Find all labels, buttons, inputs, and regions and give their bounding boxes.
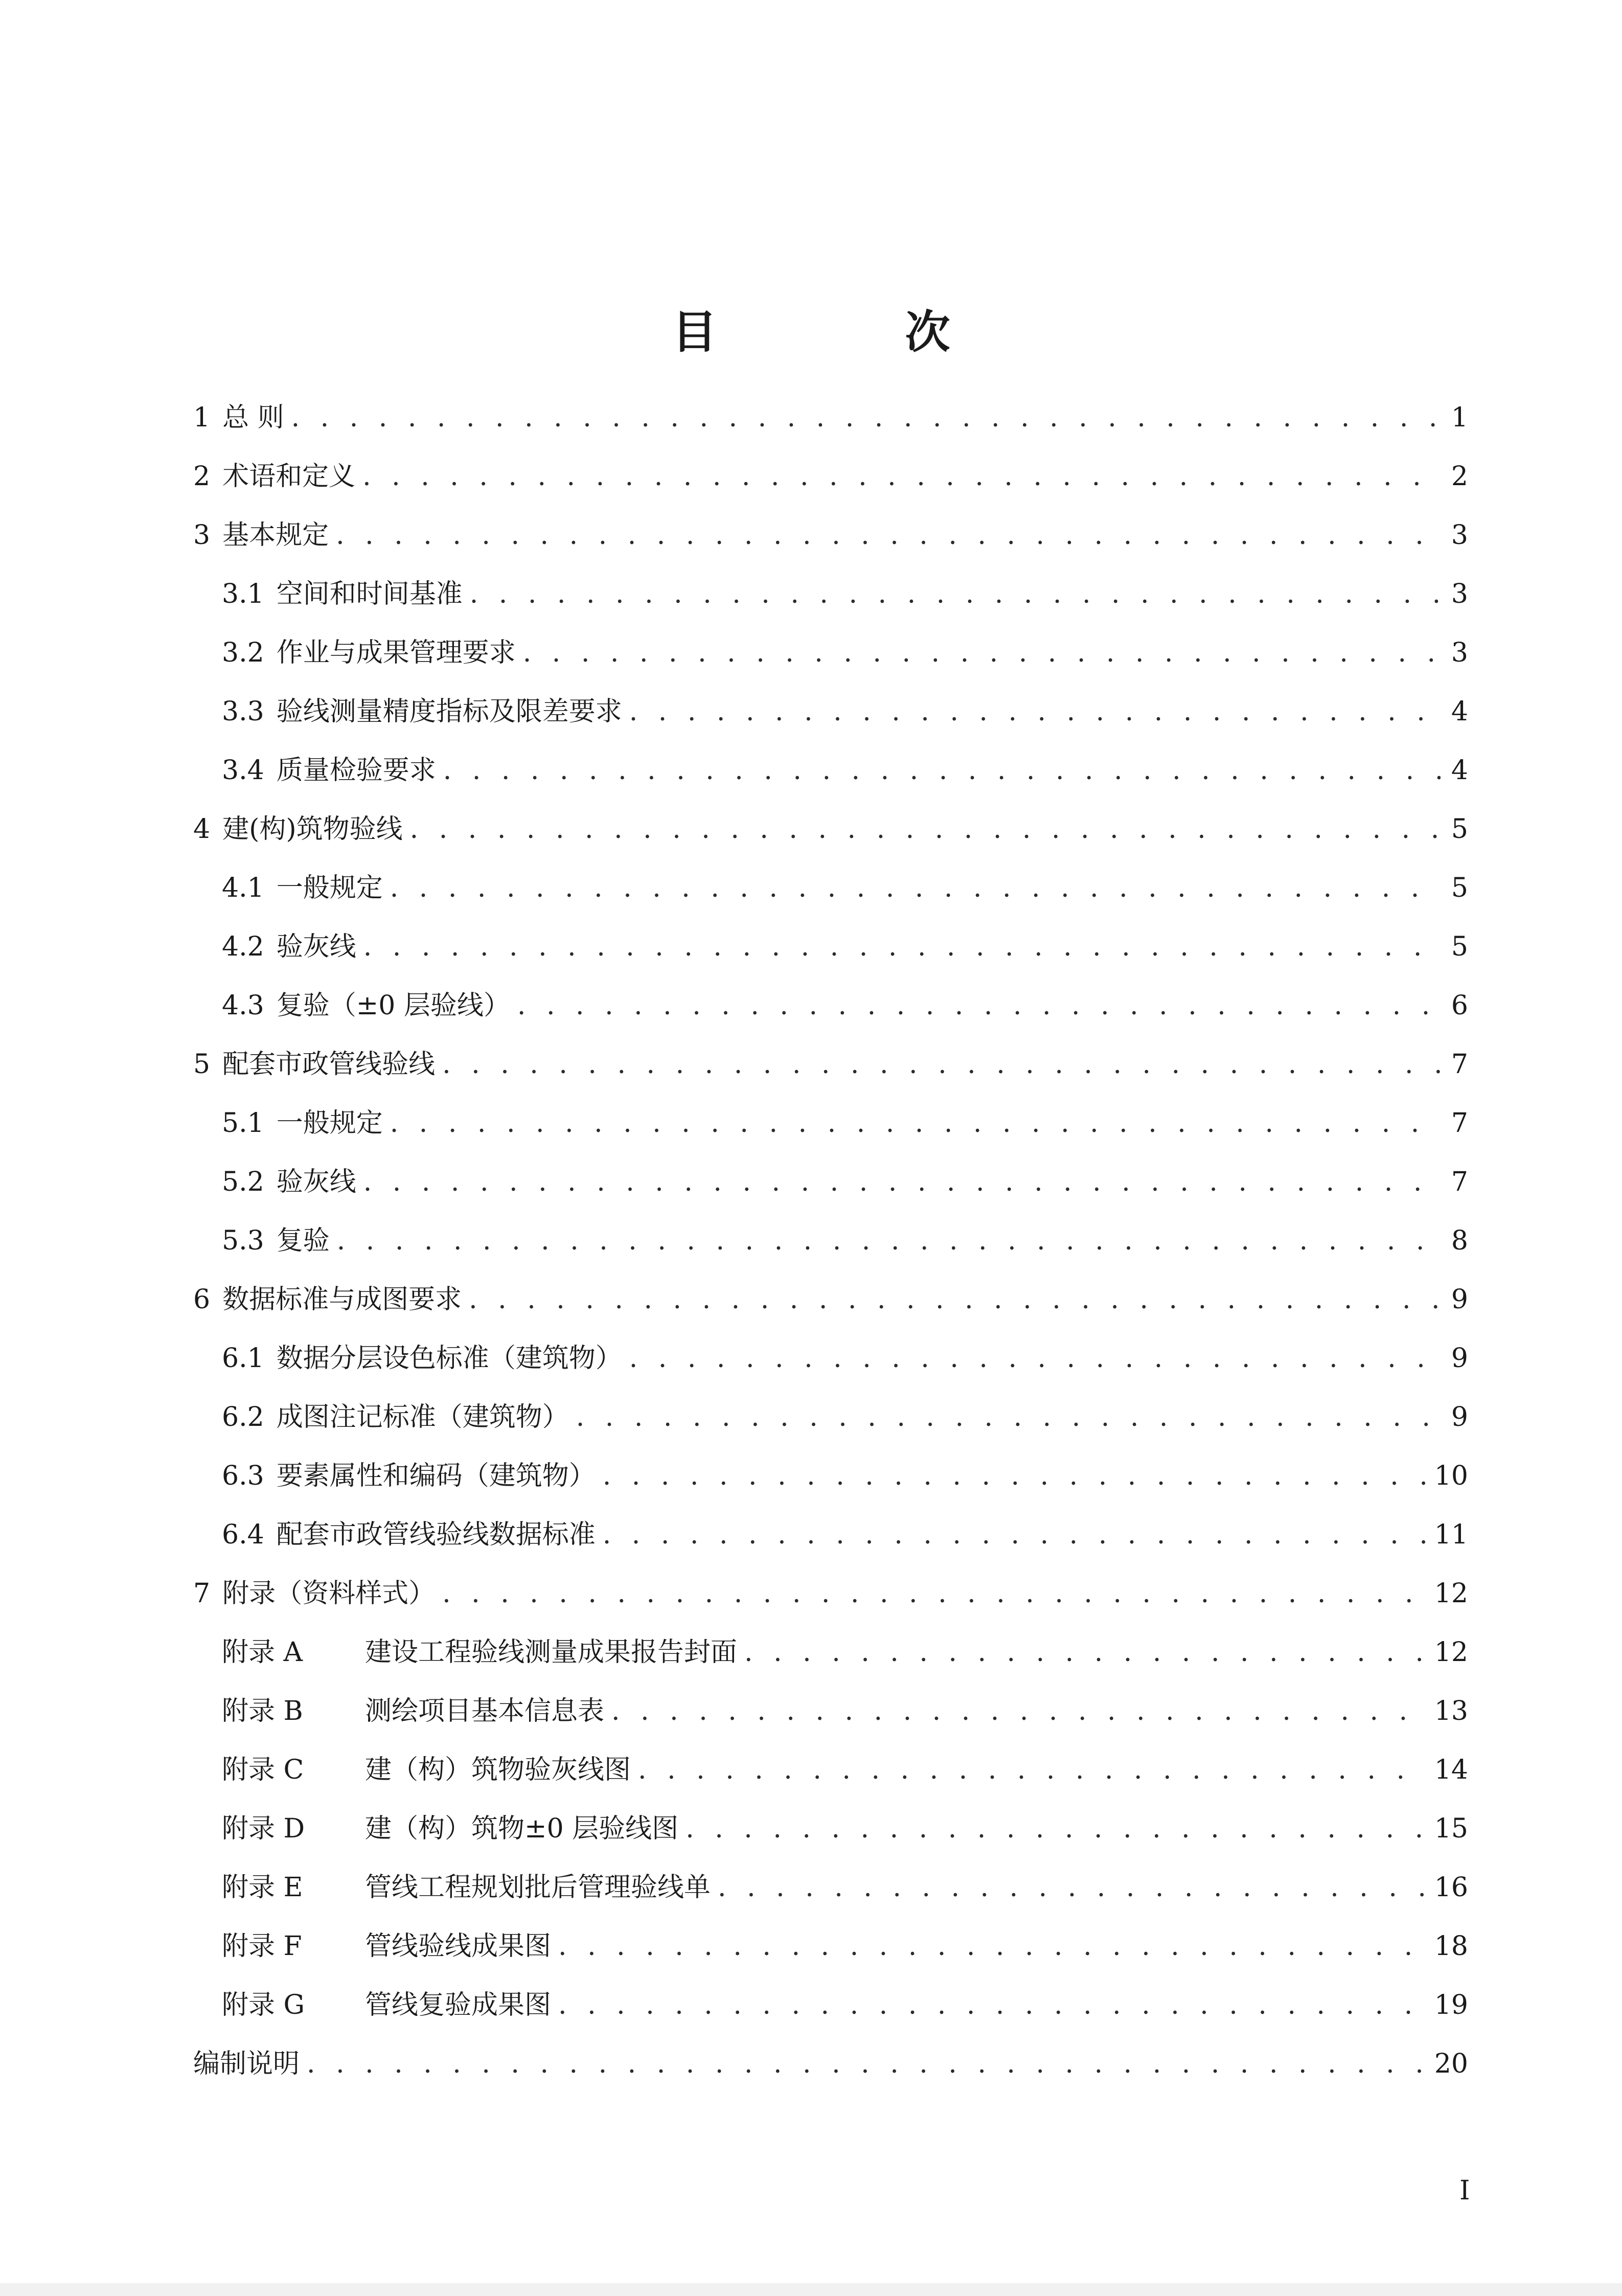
- toc-entry[interactable]: [193, 983, 1468, 1041]
- toc-number: 4.2: [222, 931, 264, 962]
- toc-entry[interactable]: [193, 1571, 1468, 1629]
- toc-leader: [558, 1923, 1427, 1969]
- toc-number: 5.2: [222, 1167, 264, 1197]
- toc-label: 建(构)筑物验线: [222, 814, 403, 845]
- toc-entry-appendix[interactable]: [193, 1747, 1468, 1806]
- toc-page: 5: [1451, 931, 1468, 962]
- toc-entry[interactable]: [193, 1453, 1468, 1512]
- toc-number: 2: [193, 461, 211, 492]
- toc-leader: [443, 747, 1441, 793]
- toc-page: 16: [1434, 1872, 1468, 1903]
- toc-entry[interactable]: [193, 395, 1468, 453]
- toc-number: 附录 G: [222, 1990, 305, 2020]
- toc-entry[interactable]: [193, 630, 1468, 689]
- toc-number: 6.1: [222, 1343, 264, 1374]
- toc-label: 建（构）筑物验灰线图: [365, 1755, 631, 1785]
- toc-label: 质量检验要求: [276, 755, 436, 786]
- toc-number: 6.3: [222, 1461, 264, 1491]
- toc-label: 数据分层设色标准（建筑物）: [276, 1343, 622, 1374]
- toc-leader: [603, 1453, 1427, 1499]
- toc-leader: [686, 1806, 1427, 1852]
- toc-entry-appendix[interactable]: [193, 1629, 1468, 1688]
- page-bottom-edge: [0, 2283, 1622, 2296]
- toc-number: 5: [193, 1049, 211, 1080]
- toc-number: 3.3: [222, 696, 264, 727]
- toc-page: 7: [1451, 1108, 1468, 1139]
- toc-leader: [576, 1394, 1441, 1440]
- toc-page: 4: [1451, 696, 1468, 727]
- toc-leader: [558, 1982, 1427, 2028]
- toc-leader: [363, 924, 1441, 970]
- toc-label: 验线测量精度指标及限差要求: [276, 696, 622, 727]
- toc-label: 空间和时间基准: [276, 579, 463, 609]
- toc-leader: [469, 1277, 1441, 1323]
- toc-page: 3: [1451, 579, 1468, 609]
- toc-leader: [517, 983, 1441, 1029]
- toc-leader: [410, 806, 1441, 852]
- toc-page: 3: [1451, 638, 1468, 668]
- toc-number: 6.4: [222, 1519, 264, 1550]
- toc-page: 14: [1434, 1755, 1468, 1785]
- toc-number: 5.1: [222, 1108, 264, 1139]
- toc-leader: [611, 1688, 1427, 1734]
- toc-leader: [362, 453, 1441, 499]
- page-title: 目 次: [672, 306, 1022, 358]
- toc-label: 验灰线: [276, 1167, 356, 1197]
- toc-page: 13: [1434, 1696, 1468, 1726]
- toc-number: 4.1: [222, 873, 264, 903]
- toc-number: 1: [193, 402, 211, 433]
- toc-number: 附录 E: [222, 1872, 303, 1903]
- toc-label: 验灰线: [276, 931, 356, 962]
- toc-label: 作业与成果管理要求: [276, 638, 516, 668]
- toc-number: 3.1: [222, 579, 264, 609]
- toc-number: 附录 F: [222, 1931, 302, 1962]
- toc-entry[interactable]: [193, 747, 1468, 806]
- toc-leader: [363, 1159, 1441, 1205]
- toc-number: 3: [193, 520, 211, 551]
- toc-entry[interactable]: [193, 1335, 1468, 1394]
- toc-page: 9: [1451, 1284, 1468, 1315]
- toc-label: 复验（±0 层验线）: [276, 990, 510, 1021]
- toc-page: 12: [1434, 1578, 1468, 1609]
- toc-page: 7: [1451, 1167, 1468, 1197]
- toc-entry[interactable]: [193, 1512, 1468, 1571]
- toc-entry-appendix[interactable]: [193, 1865, 1468, 1923]
- toc-number: 6: [193, 1284, 211, 1315]
- toc-entry[interactable]: [193, 689, 1468, 747]
- toc-page: 3: [1451, 520, 1468, 551]
- toc-entry[interactable]: [193, 1041, 1468, 1100]
- toc-page: 5: [1451, 814, 1468, 845]
- toc-label: 配套市政管线验线数据标准: [276, 1519, 596, 1550]
- toc-page: 7: [1451, 1049, 1468, 1080]
- toc-page: 20: [1434, 2049, 1468, 2079]
- toc-page: 2: [1451, 461, 1468, 492]
- toc-leader: [442, 1041, 1441, 1087]
- toc-label: 建设工程验线测量成果报告封面: [365, 1637, 738, 1668]
- table-of-contents: [193, 395, 1468, 2100]
- toc-label: 数据标准与成图要求: [222, 1284, 462, 1315]
- toc-label: 配套市政管线验线: [222, 1049, 436, 1080]
- toc-label: 一般规定: [276, 873, 383, 903]
- toc-label: 基本规定: [222, 520, 329, 551]
- toc-page: 18: [1434, 1931, 1468, 1962]
- toc-leader: [390, 865, 1441, 911]
- toc-entry[interactable]: [193, 924, 1468, 983]
- toc-number: 附录 A: [222, 1637, 303, 1668]
- toc-leader: [307, 2041, 1427, 2087]
- toc-number: 6.2: [222, 1402, 264, 1433]
- toc-page: 12: [1434, 1637, 1468, 1668]
- toc-leader: [442, 1571, 1427, 1617]
- toc-entry[interactable]: [193, 512, 1468, 571]
- toc-number: 4.3: [222, 990, 264, 1021]
- toc-leader: [337, 1218, 1441, 1264]
- toc-number: 4: [193, 814, 211, 845]
- toc-page: 9: [1451, 1343, 1468, 1374]
- toc-label: 术语和定义: [222, 461, 356, 492]
- toc-page: 6: [1451, 990, 1468, 1021]
- toc-entry[interactable]: [193, 1100, 1468, 1159]
- toc-entry[interactable]: [193, 1218, 1468, 1277]
- toc-label: 测绘项目基本信息表: [365, 1696, 605, 1726]
- toc-leader: [291, 395, 1441, 441]
- toc-number: 3.2: [222, 638, 264, 668]
- toc-page: 9: [1451, 1402, 1468, 1433]
- toc-number: 5.3: [222, 1225, 264, 1256]
- toc-label: 管线验线成果图: [365, 1931, 552, 1962]
- toc-entry[interactable]: [193, 2041, 1468, 2100]
- toc-entry[interactable]: [193, 865, 1468, 924]
- toc-leader: [629, 1335, 1441, 1381]
- toc-label: 建（构）筑物±0 层验线图: [365, 1813, 679, 1844]
- toc-label: 总 则: [222, 402, 284, 433]
- toc-page: 4: [1451, 755, 1468, 786]
- toc-entry[interactable]: [193, 1394, 1468, 1453]
- toc-number: 7: [193, 1578, 211, 1609]
- toc-page: 11: [1434, 1519, 1468, 1550]
- toc-page: 1: [1451, 402, 1468, 433]
- toc-label: 成图注记标准（建筑物）: [276, 1402, 569, 1433]
- toc-leader: [744, 1629, 1427, 1675]
- toc-entry[interactable]: [193, 1159, 1468, 1218]
- toc-label: 要素属性和编码（建筑物）: [276, 1461, 596, 1491]
- toc-leader: [638, 1747, 1427, 1793]
- toc-page: 8: [1451, 1225, 1468, 1256]
- toc-number: 附录 D: [222, 1813, 305, 1844]
- toc-label: 管线工程规划批后管理验线单: [365, 1872, 711, 1903]
- toc-leader: [470, 571, 1441, 617]
- toc-leader: [523, 630, 1441, 676]
- toc-leader: [603, 1512, 1427, 1558]
- toc-leader: [390, 1100, 1441, 1146]
- toc-entry-appendix[interactable]: [193, 1688, 1468, 1747]
- toc-label: 管线复验成果图: [365, 1990, 552, 2020]
- toc-leader: [629, 689, 1441, 735]
- toc-page: 15: [1434, 1813, 1468, 1844]
- toc-page: 10: [1434, 1461, 1468, 1491]
- toc-entry[interactable]: [193, 453, 1468, 512]
- toc-page: 5: [1451, 873, 1468, 903]
- toc-number: 附录 C: [222, 1755, 304, 1785]
- toc-entry[interactable]: [193, 571, 1468, 630]
- page-number: I: [1459, 2175, 1470, 2206]
- toc-number: 附录 B: [222, 1696, 303, 1726]
- toc-leader: [718, 1865, 1427, 1911]
- toc-label: 编制说明: [193, 2049, 300, 2079]
- toc-leader: [336, 512, 1441, 558]
- toc-page: 19: [1434, 1990, 1468, 2020]
- toc-entry-appendix[interactable]: [193, 1982, 1468, 2041]
- toc-label: 复验: [276, 1225, 330, 1256]
- toc-entry-appendix[interactable]: [193, 1923, 1468, 1982]
- toc-entry[interactable]: [193, 806, 1468, 865]
- toc-number: 3.4: [222, 755, 264, 786]
- toc-label: 一般规定: [276, 1108, 383, 1139]
- toc-entry[interactable]: [193, 1277, 1468, 1335]
- toc-entry-appendix[interactable]: [193, 1806, 1468, 1865]
- toc-label: 附录（资料样式）: [222, 1578, 436, 1609]
